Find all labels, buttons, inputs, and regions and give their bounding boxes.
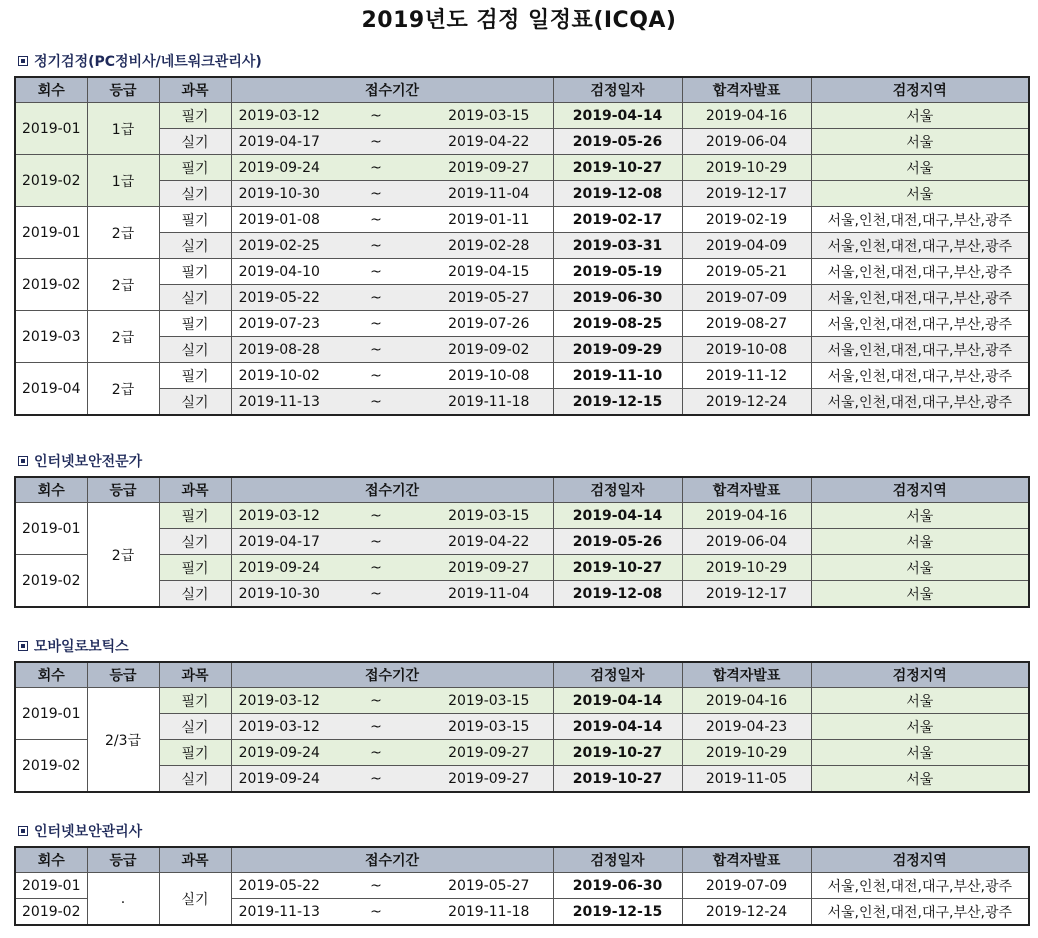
table-row	[15, 233, 1029, 259]
start-date-cell: 2019-10-30	[231, 181, 327, 207]
tilde-cell: ~	[327, 389, 425, 416]
tilde-cell: ~	[327, 555, 425, 581]
start-date-cell: 2019-03-12	[231, 714, 327, 740]
end-date-cell: 2019-09-27	[425, 740, 553, 766]
start-date-cell: 2019-10-02	[231, 363, 327, 389]
region-cell: 서울,인천,대전,대구,부산,광주	[811, 259, 1029, 285]
header-result-date: 합격자발표	[682, 77, 811, 103]
tilde-cell: ~	[327, 363, 425, 389]
result-date-cell: 2019-10-29	[682, 155, 811, 181]
table-row	[15, 181, 1029, 207]
section-title-mobile-robotics: 모바일로보틱스	[18, 637, 129, 657]
result-date-cell: 2019-05-21	[682, 259, 811, 285]
end-date-cell: 2019-09-27	[425, 555, 553, 581]
exam-date-cell: 2019-04-14	[553, 103, 682, 129]
subject-cell: 필기	[159, 155, 231, 181]
result-date-cell: 2019-04-16	[682, 688, 811, 714]
grade-cell: 1급	[87, 103, 159, 155]
round-cell: 2019-02	[15, 259, 87, 311]
region-cell: 서울	[811, 529, 1029, 555]
tilde-cell: ~	[327, 688, 425, 714]
exam-date-cell: 2019-06-30	[553, 285, 682, 311]
header-grade: 등급	[87, 77, 159, 103]
end-date-cell: 2019-03-15	[425, 103, 553, 129]
start-date-cell: 2019-09-24	[231, 155, 327, 181]
header-round: 회수	[15, 662, 87, 688]
grade-cell: 2/3급	[87, 688, 159, 793]
start-date-cell: 2019-09-24	[231, 740, 327, 766]
tilde-cell: ~	[327, 503, 425, 529]
region-cell: 서울,인천,대전,대구,부산,광주	[811, 873, 1029, 899]
header-application-period: 접수기간	[231, 77, 553, 103]
end-date-cell: 2019-11-04	[425, 181, 553, 207]
table-row	[15, 103, 1029, 129]
result-date-cell: 2019-04-23	[682, 714, 811, 740]
square-bullet-icon	[18, 56, 28, 66]
subject-cell: 필기	[159, 311, 231, 337]
schedule-table-internet-security-expert	[14, 476, 1030, 608]
grade-cell: 1급	[87, 155, 159, 207]
header-region: 검정지역	[811, 477, 1029, 503]
grade-cell: 2급	[87, 363, 159, 416]
subject-cell: 실기	[159, 233, 231, 259]
start-date-cell: 2019-10-30	[231, 581, 327, 608]
round-cell: 2019-04	[15, 363, 87, 416]
grade-cell: 2급	[87, 259, 159, 311]
subject-cell: 실기	[159, 581, 231, 608]
subject-cell: 필기	[159, 259, 231, 285]
end-date-cell: 2019-05-27	[425, 873, 553, 899]
header-region: 검정지역	[811, 847, 1029, 873]
tilde-cell: ~	[327, 181, 425, 207]
subject-cell: 실기	[159, 129, 231, 155]
exam-date-cell: 2019-12-08	[553, 581, 682, 608]
exam-date-cell: 2019-09-29	[553, 337, 682, 363]
end-date-cell: 2019-07-26	[425, 311, 553, 337]
end-date-cell: 2019-01-11	[425, 207, 553, 233]
region-cell: 서울,인천,대전,대구,부산,광주	[811, 285, 1029, 311]
exam-date-cell: 2019-08-25	[553, 311, 682, 337]
tilde-cell: ~	[327, 103, 425, 129]
square-bullet-icon	[18, 456, 28, 466]
header-grade: 등급	[87, 847, 159, 873]
subject-cell: 실기	[159, 529, 231, 555]
end-date-cell: 2019-04-15	[425, 259, 553, 285]
start-date-cell: 2019-02-25	[231, 233, 327, 259]
start-date-cell: 2019-09-24	[231, 766, 327, 793]
section-title-internet-security-manager: 인터넷보안관리사	[18, 822, 142, 842]
start-date-cell: 2019-03-12	[231, 688, 327, 714]
schedule-table-internet-security-manager	[14, 846, 1030, 926]
round-cell: 2019-01	[15, 103, 87, 155]
result-date-cell: 2019-12-17	[682, 581, 811, 608]
result-date-cell: 2019-04-09	[682, 233, 811, 259]
round-cell: 2019-03	[15, 311, 87, 363]
subject-cell: 실기	[159, 873, 231, 926]
result-date-cell: 2019-06-04	[682, 529, 811, 555]
region-cell: 서울,인천,대전,대구,부산,광주	[811, 233, 1029, 259]
region-cell: 서울	[811, 714, 1029, 740]
header-grade: 등급	[87, 477, 159, 503]
end-date-cell: 2019-03-15	[425, 688, 553, 714]
end-date-cell: 2019-11-18	[425, 389, 553, 416]
end-date-cell: 2019-09-27	[425, 155, 553, 181]
round-cell: 2019-01	[15, 503, 87, 555]
square-bullet-icon	[18, 641, 28, 651]
header-application-period: 접수기간	[231, 847, 553, 873]
end-date-cell: 2019-10-08	[425, 363, 553, 389]
result-date-cell: 2019-10-08	[682, 337, 811, 363]
region-cell: 서울,인천,대전,대구,부산,광주	[811, 389, 1029, 416]
end-date-cell: 2019-11-18	[425, 899, 553, 926]
round-cell: 2019-02	[15, 555, 87, 608]
section-title-regular: 정기검정(PC정비사/네트워크관리사)	[18, 52, 262, 72]
grade-cell: .	[87, 873, 159, 926]
end-date-cell: 2019-04-22	[425, 129, 553, 155]
exam-date-cell: 2019-05-26	[553, 129, 682, 155]
table-row	[15, 529, 1029, 555]
square-bullet-icon	[18, 826, 28, 836]
exam-date-cell: 2019-04-14	[553, 503, 682, 529]
start-date-cell: 2019-03-12	[231, 503, 327, 529]
table-row	[15, 285, 1029, 311]
header-subject: 과목	[159, 847, 231, 873]
header-subject: 과목	[159, 477, 231, 503]
round-cell: 2019-01	[15, 873, 87, 899]
tilde-cell: ~	[327, 311, 425, 337]
exam-date-cell: 2019-05-19	[553, 259, 682, 285]
table-header-row	[15, 847, 1029, 873]
result-date-cell: 2019-10-29	[682, 555, 811, 581]
tilde-cell: ~	[327, 873, 425, 899]
start-date-cell: 2019-05-22	[231, 285, 327, 311]
table-row	[15, 873, 1029, 899]
start-date-cell: 2019-01-08	[231, 207, 327, 233]
subject-cell: 실기	[159, 714, 231, 740]
round-cell: 2019-01	[15, 207, 87, 259]
region-cell: 서울	[811, 181, 1029, 207]
tilde-cell: ~	[327, 740, 425, 766]
table-header-row	[15, 77, 1029, 103]
header-result-date: 합격자발표	[682, 662, 811, 688]
region-cell: 서울,인천,대전,대구,부산,광주	[811, 899, 1029, 926]
table-row	[15, 714, 1029, 740]
table-row	[15, 766, 1029, 793]
table-row	[15, 688, 1029, 714]
grade-cell: 2급	[87, 311, 159, 363]
tilde-cell: ~	[327, 155, 425, 181]
region-cell: 서울	[811, 581, 1029, 608]
exam-date-cell: 2019-12-08	[553, 181, 682, 207]
result-date-cell: 2019-11-05	[682, 766, 811, 793]
subject-cell: 필기	[159, 363, 231, 389]
region-cell: 서울,인천,대전,대구,부산,광주	[811, 337, 1029, 363]
table-header-row	[15, 662, 1029, 688]
header-exam-date: 검정일자	[553, 77, 682, 103]
subject-cell: 필기	[159, 740, 231, 766]
round-cell: 2019-02	[15, 155, 87, 207]
header-application-period: 접수기간	[231, 662, 553, 688]
tilde-cell: ~	[327, 337, 425, 363]
end-date-cell: 2019-09-02	[425, 337, 553, 363]
tilde-cell: ~	[327, 581, 425, 608]
round-cell: 2019-02	[15, 899, 87, 926]
tilde-cell: ~	[327, 714, 425, 740]
tilde-cell: ~	[327, 285, 425, 311]
schedule-table-regular	[14, 76, 1030, 416]
table-row	[15, 555, 1029, 581]
result-date-cell: 2019-07-09	[682, 873, 811, 899]
exam-date-cell: 2019-04-14	[553, 688, 682, 714]
grade-cell: 2급	[87, 503, 159, 608]
exam-date-cell: 2019-12-15	[553, 389, 682, 416]
tilde-cell: ~	[327, 207, 425, 233]
start-date-cell: 2019-09-24	[231, 555, 327, 581]
header-round: 회수	[15, 477, 87, 503]
header-application-period: 접수기간	[231, 477, 553, 503]
result-date-cell: 2019-07-09	[682, 285, 811, 311]
round-cell: 2019-01	[15, 688, 87, 740]
header-round: 회수	[15, 847, 87, 873]
tilde-cell: ~	[327, 129, 425, 155]
result-date-cell: 2019-04-16	[682, 503, 811, 529]
region-cell: 서울	[811, 155, 1029, 181]
header-region: 검정지역	[811, 662, 1029, 688]
start-date-cell: 2019-04-10	[231, 259, 327, 285]
exam-date-cell: 2019-12-15	[553, 899, 682, 926]
header-exam-date: 검정일자	[553, 662, 682, 688]
region-cell: 서울	[811, 740, 1029, 766]
region-cell: 서울,인천,대전,대구,부산,광주	[811, 311, 1029, 337]
page-title: 2019년도 검정 일정표(ICQA)	[361, 8, 677, 33]
region-cell: 서울	[811, 503, 1029, 529]
result-date-cell: 2019-10-29	[682, 740, 811, 766]
start-date-cell: 2019-04-17	[231, 529, 327, 555]
region-cell: 서울	[811, 555, 1029, 581]
exam-date-cell: 2019-10-27	[553, 155, 682, 181]
end-date-cell: 2019-03-15	[425, 714, 553, 740]
region-cell: 서울	[811, 129, 1029, 155]
table-row	[15, 311, 1029, 337]
end-date-cell: 2019-03-15	[425, 503, 553, 529]
header-region: 검정지역	[811, 77, 1029, 103]
table-row	[15, 389, 1029, 416]
region-cell: 서울,인천,대전,대구,부산,광주	[811, 207, 1029, 233]
result-date-cell: 2019-12-17	[682, 181, 811, 207]
start-date-cell: 2019-03-12	[231, 103, 327, 129]
subject-cell: 실기	[159, 766, 231, 793]
header-result-date: 합격자발표	[682, 847, 811, 873]
subject-cell: 필기	[159, 688, 231, 714]
subject-cell: 필기	[159, 103, 231, 129]
subject-cell: 필기	[159, 555, 231, 581]
region-cell: 서울	[811, 103, 1029, 129]
end-date-cell: 2019-02-28	[425, 233, 553, 259]
header-result-date: 합격자발표	[682, 477, 811, 503]
subject-cell: 필기	[159, 503, 231, 529]
header-exam-date: 검정일자	[553, 477, 682, 503]
end-date-cell: 2019-11-04	[425, 581, 553, 608]
table-row	[15, 503, 1029, 529]
grade-cell: 2급	[87, 207, 159, 259]
region-cell: 서울	[811, 766, 1029, 793]
result-date-cell: 2019-08-27	[682, 311, 811, 337]
start-date-cell: 2019-11-13	[231, 899, 327, 926]
tilde-cell: ~	[327, 529, 425, 555]
exam-date-cell: 2019-10-27	[553, 766, 682, 793]
end-date-cell: 2019-04-22	[425, 529, 553, 555]
start-date-cell: 2019-08-28	[231, 337, 327, 363]
table-row	[15, 337, 1029, 363]
table-row	[15, 207, 1029, 233]
result-date-cell: 2019-11-12	[682, 363, 811, 389]
exam-date-cell: 2019-02-17	[553, 207, 682, 233]
table-row	[15, 129, 1029, 155]
table-row	[15, 155, 1029, 181]
header-subject: 과목	[159, 77, 231, 103]
end-date-cell: 2019-09-27	[425, 766, 553, 793]
table-row	[15, 740, 1029, 766]
exam-date-cell: 2019-05-26	[553, 529, 682, 555]
exam-date-cell: 2019-11-10	[553, 363, 682, 389]
start-date-cell: 2019-04-17	[231, 129, 327, 155]
region-cell: 서울,인천,대전,대구,부산,광주	[811, 363, 1029, 389]
result-date-cell: 2019-12-24	[682, 389, 811, 416]
start-date-cell: 2019-05-22	[231, 873, 327, 899]
subject-cell: 실기	[159, 181, 231, 207]
header-subject: 과목	[159, 662, 231, 688]
table-row	[15, 581, 1029, 608]
region-cell: 서울	[811, 688, 1029, 714]
exam-date-cell: 2019-04-14	[553, 714, 682, 740]
header-round: 회수	[15, 77, 87, 103]
header-grade: 등급	[87, 662, 159, 688]
tilde-cell: ~	[327, 233, 425, 259]
tilde-cell: ~	[327, 259, 425, 285]
start-date-cell: 2019-11-13	[231, 389, 327, 416]
result-date-cell: 2019-06-04	[682, 129, 811, 155]
result-date-cell: 2019-04-16	[682, 103, 811, 129]
result-date-cell: 2019-12-24	[682, 899, 811, 926]
schedule-table-mobile-robotics	[14, 661, 1030, 793]
start-date-cell: 2019-07-23	[231, 311, 327, 337]
subject-cell: 실기	[159, 389, 231, 416]
subject-cell: 실기	[159, 285, 231, 311]
exam-date-cell: 2019-10-27	[553, 555, 682, 581]
exam-date-cell: 2019-06-30	[553, 873, 682, 899]
section-title-internet-security-expert: 인터넷보안전문가	[18, 452, 142, 472]
tilde-cell: ~	[327, 766, 425, 793]
subject-cell: 실기	[159, 337, 231, 363]
table-row	[15, 363, 1029, 389]
table-header-row	[15, 477, 1029, 503]
round-cell: 2019-02	[15, 740, 87, 793]
table-row	[15, 259, 1029, 285]
end-date-cell: 2019-05-27	[425, 285, 553, 311]
header-exam-date: 검정일자	[553, 847, 682, 873]
subject-cell: 필기	[159, 207, 231, 233]
exam-date-cell: 2019-03-31	[553, 233, 682, 259]
exam-date-cell: 2019-10-27	[553, 740, 682, 766]
tilde-cell: ~	[327, 899, 425, 926]
result-date-cell: 2019-02-19	[682, 207, 811, 233]
